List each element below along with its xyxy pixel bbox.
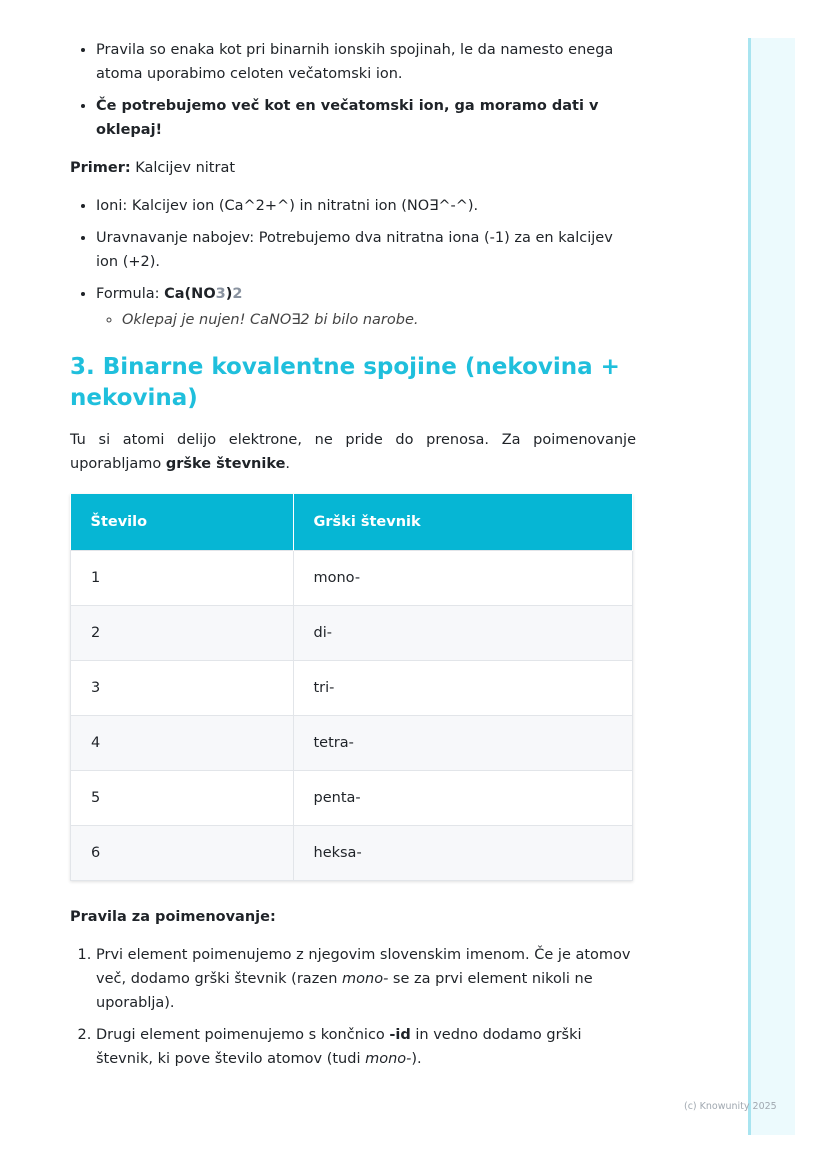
list-item: • Pravila so enaka kot pri binarnih ionskih spojinah, le da namesto enega atoma uporabimo celoten večatomski ion. — [96, 38, 636, 86]
column-header: Število — [71, 494, 294, 551]
formula-label: Formula: — [96, 286, 165, 302]
table-cell: 3 — [71, 661, 294, 716]
table-cell: heksa- — [293, 826, 633, 881]
table-row — [71, 771, 633, 826]
column-header: Grški števnik — [293, 494, 633, 551]
table-cell: di- — [293, 606, 633, 661]
list-item — [96, 282, 636, 332]
table-cell: 1 — [71, 551, 294, 606]
table-row — [71, 716, 633, 771]
document-content — [70, 38, 636, 1079]
list-item: • Če potrebujemo več kot en večatomski ion, ga moramo dati v oklepaj! — [96, 94, 636, 142]
intro-list — [70, 38, 636, 142]
table-cell: mono- — [293, 551, 633, 606]
list-item: • Uravnavanje nabojev: Potrebujemo dva nitratna iona (-1) za en kalcijev ion (+2). — [96, 226, 636, 274]
list-item: • Ioni: Kalcijev ion (Ca^2+^) in nitratni ion (NO∃^-^). — [96, 194, 636, 218]
section-intro: Tu si atomi delijo elektrone, ne pride do prenosa. Za poimenovanje uporabljamo grške števnike. — [70, 432, 636, 472]
list-item: 2. Drugi element poimenujemo s končnico -id in vedno dodamo grški števnik, ki pove število atomov (tudi mono-). — [96, 1023, 636, 1071]
table-cell: 4 — [71, 716, 294, 771]
note: ◦ Oklepaj je nujen! CaNO∃2 bi bilo narobe. — [122, 308, 636, 332]
table-cell: tri- — [293, 661, 633, 716]
table-cell: tetra- — [293, 716, 633, 771]
footer-copyright: (c) Knowunity 2025 — [684, 1101, 777, 1112]
formula: Ca(NO3)2 — [164, 286, 243, 302]
rules-list — [70, 943, 636, 1071]
table-cell: 2 — [71, 606, 294, 661]
example-label: Primer: — [70, 160, 131, 176]
section-title: 3. Binarne kovalentne spojine (nekovina + nekovina) — [70, 354, 620, 411]
table-cell: 6 — [71, 826, 294, 881]
rules-title: Pravila za poimenovanje: — [70, 909, 276, 925]
example-list — [70, 194, 636, 332]
table-cell: 5 — [71, 771, 294, 826]
example-text: Kalcijev nitrat — [130, 160, 236, 176]
table-row — [71, 661, 633, 716]
table-row — [71, 826, 633, 881]
table-row — [71, 606, 633, 661]
table-row — [71, 551, 633, 606]
table-cell: penta- — [293, 771, 633, 826]
greek-numerals-table — [70, 494, 633, 881]
list-item: 1. Prvi element poimenujemo z njegovim slovenskim imenom. Če je atomov več, dodamo grški števnik (razen mono- se za prvi element nikoli ne uporablja). — [96, 943, 636, 1015]
sidebar-panel — [748, 38, 795, 1135]
